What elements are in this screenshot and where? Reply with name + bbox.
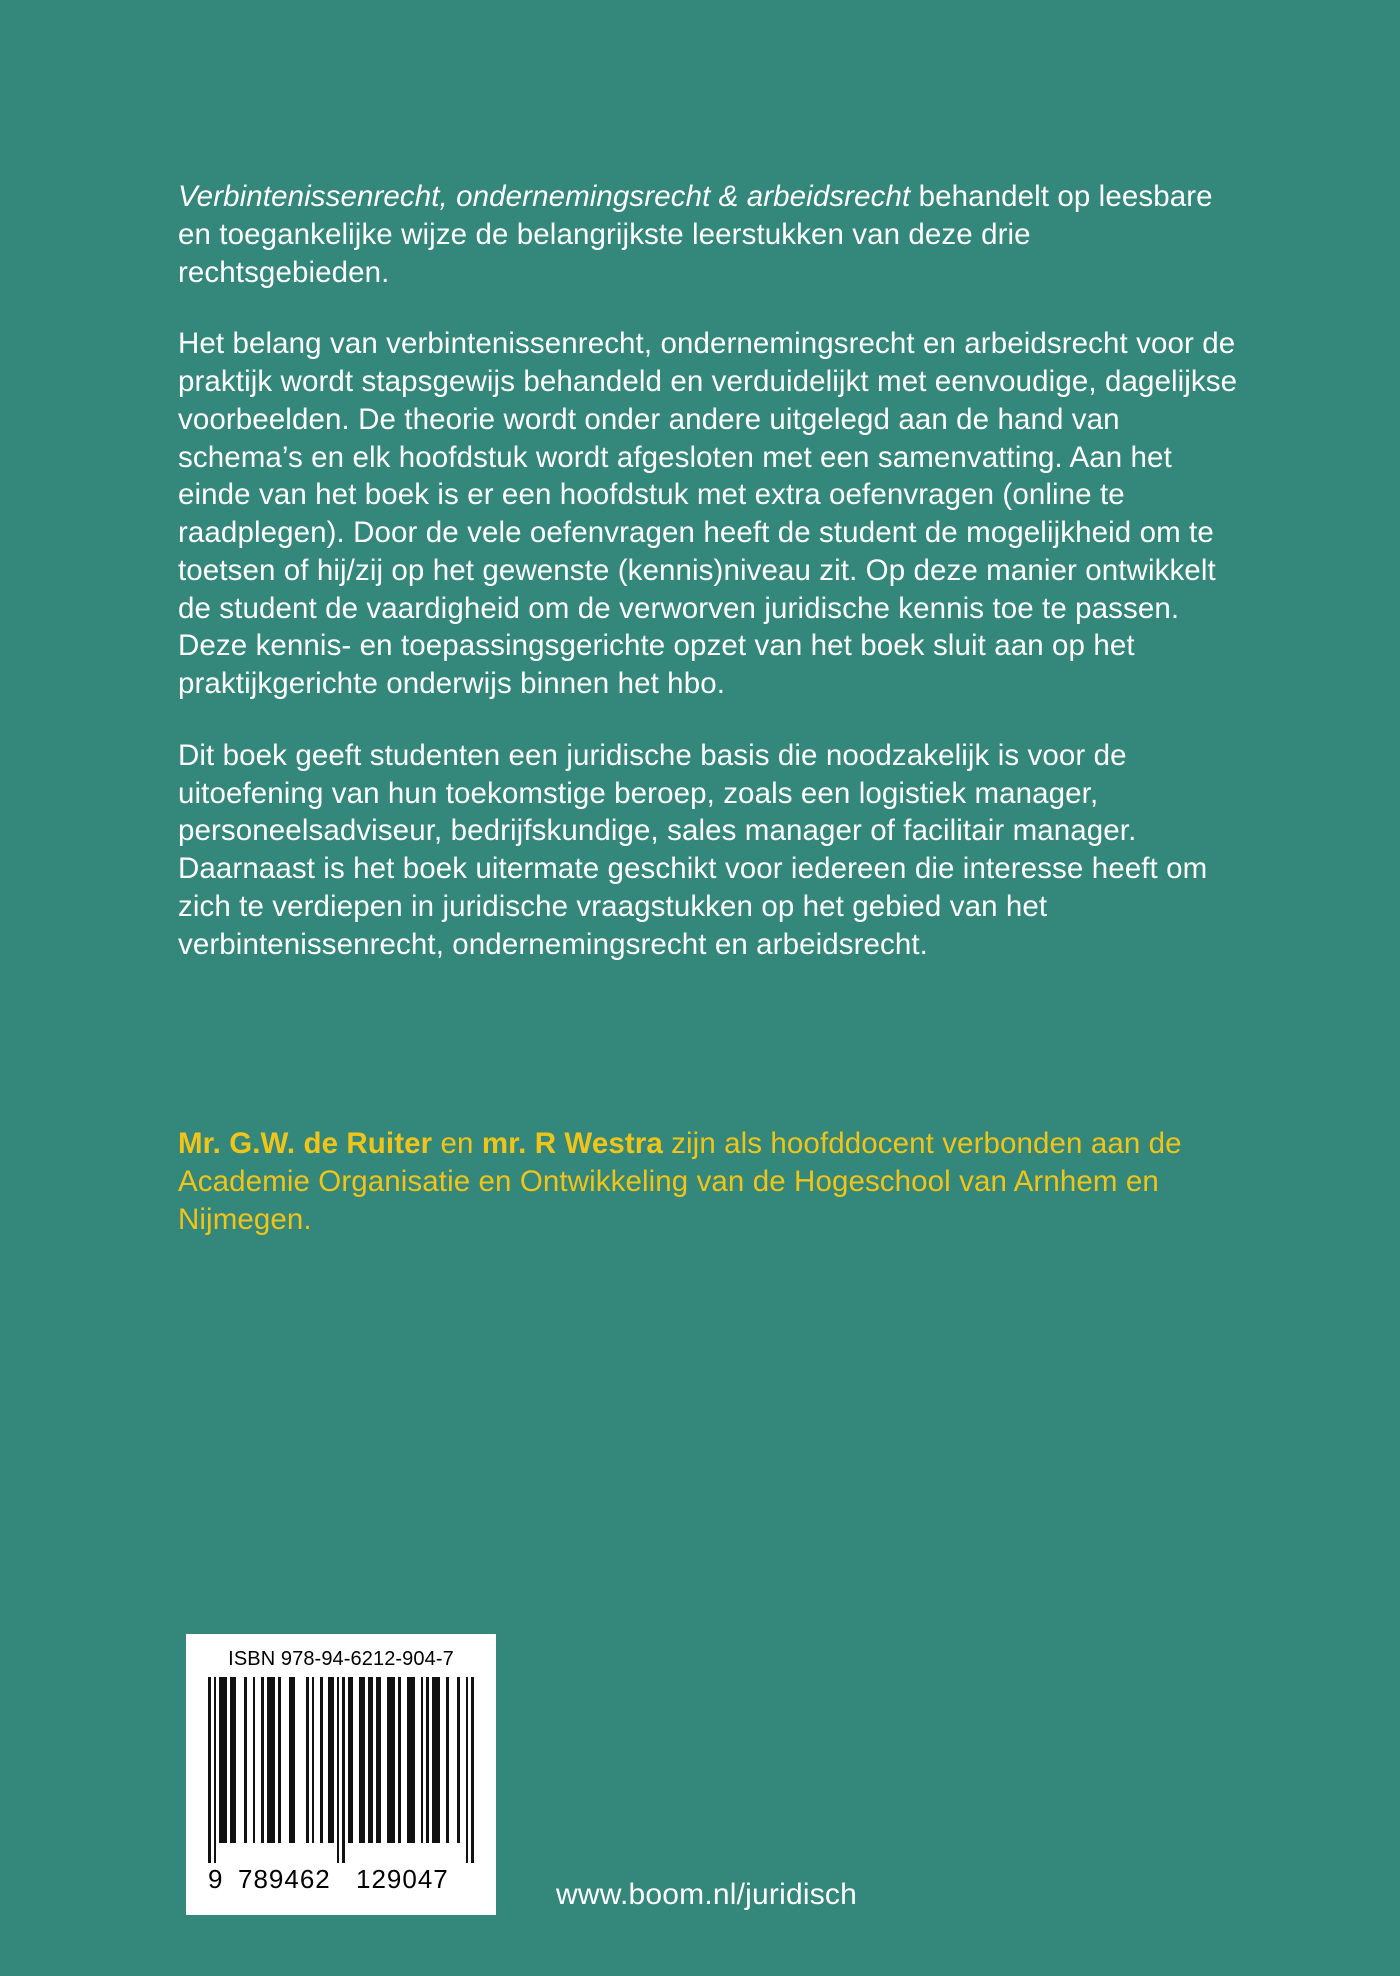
barcode-bar [267,1677,275,1843]
authors-conjunction: en [432,1127,482,1160]
barcode-bar [337,1677,340,1863]
barcode-bar [407,1677,415,1843]
barcode-digits-right: 129047 [356,1864,449,1894]
barcode-bars [208,1677,474,1863]
barcode-bar [457,1677,460,1843]
barcode-bar [368,1677,373,1843]
barcode-bar [253,1677,256,1843]
blurb-text [178,178,1238,963]
barcode-bar [214,1677,217,1863]
barcode-digit-lead: 9 [208,1864,224,1894]
barcode-bar [466,1677,469,1863]
barcode-bar [306,1677,309,1843]
barcode-bar [359,1677,364,1843]
barcode-bar [328,1677,333,1843]
author-name-secondary: mr. R Westra [481,1127,663,1160]
barcode-bar [387,1677,395,1843]
blurb-paragraph-1 [178,178,1238,291]
publisher-url: www.boom.nl/juridisch [556,1878,857,1911]
isbn-barcode-panel [186,1634,496,1915]
barcode-bar [208,1677,211,1863]
barcode-bar [244,1677,247,1843]
book-title: Verbintenissenrecht, ondernemingsrecht & arbeidsrecht [178,180,911,213]
barcode-bar [219,1677,227,1843]
barcode-bar [471,1677,474,1863]
authors-block [178,1125,1238,1238]
blurb-paragraph-3: Dit boek geeft studenten een juridische basis die noodzakelijk is voor de uitoefening van hun toekomstige beroep, zoals een logistiek manager, personeelsadviseur, bedrijfskundige, sales manager of facilitair manager. Daarnaast is het boek uitermate geschikt voor iedereen die interesse heeft om zich te verdiepen in juridische vraagstukken op het gebied van het verbintenissenrecht, ondernemingsrecht en arbeidsrecht. [178,738,1208,961]
barcode-bar [348,1677,353,1843]
authors-affiliation: zijn als hoofddocent verbonden aan de Academie Organisatie en Ontwikkeling van de Hogeschool van Arnhem en Nijmegen. [178,1127,1182,1236]
barcode-digits [208,1864,474,1894]
barcode-bar [261,1677,264,1843]
barcode-bar [376,1677,381,1843]
blurb-paragraph-1-rest: behandelt op leesbare en toegankelijke wijze de belangrijkste leerstukken van deze drie rechtsgebieden. [178,180,1213,289]
barcode-bar [230,1677,235,1843]
barcode-bar [289,1677,294,1843]
author-name-primary: Mr. G.W. de Ruiter [178,1127,433,1160]
barcode-bar [398,1677,401,1843]
barcode-bar [446,1677,449,1843]
barcode-bar [312,1677,315,1843]
barcode-bar [426,1677,429,1843]
blurb-paragraph-2: Het belang van verbintenissenrecht, ondernemingsrecht en arbeidsrecht voor de praktijk wordt stapsgewijs behandeld en verduidelijkt met eenvoudige, dagelijkse voorbeelden. De theorie wordt onder andere uitgelegd aan de hand van schema’s en elk hoofdstuk wordt afgesloten met een samenvatting. Aan het einde van het boek is er een hoofdstuk met extra oefenvragen (online te raadplegen). Door de vele oefenvragen heeft de student de mogelijkheid om te toetsen of hij/zij op het gewenste (kennis)niveau zit. Op deze manier ontwikkelt de student de vaardigheid om de verworven juridische kennis toe te passen. Deze kennis- en toepassingsgerichte opzet van het boek sluit aan op het praktijkgerichte onderwijs binnen het hbo. [178,327,1238,700]
barcode-bar [432,1677,440,1843]
barcode-bar [342,1677,345,1863]
barcode-bar [320,1677,323,1843]
barcode-digits-left: 789462 [238,1864,331,1894]
barcode-bar [421,1677,424,1843]
barcode-bar [278,1677,281,1843]
isbn-label: ISBN 978-94-6212-904-7 [228,1648,454,1670]
